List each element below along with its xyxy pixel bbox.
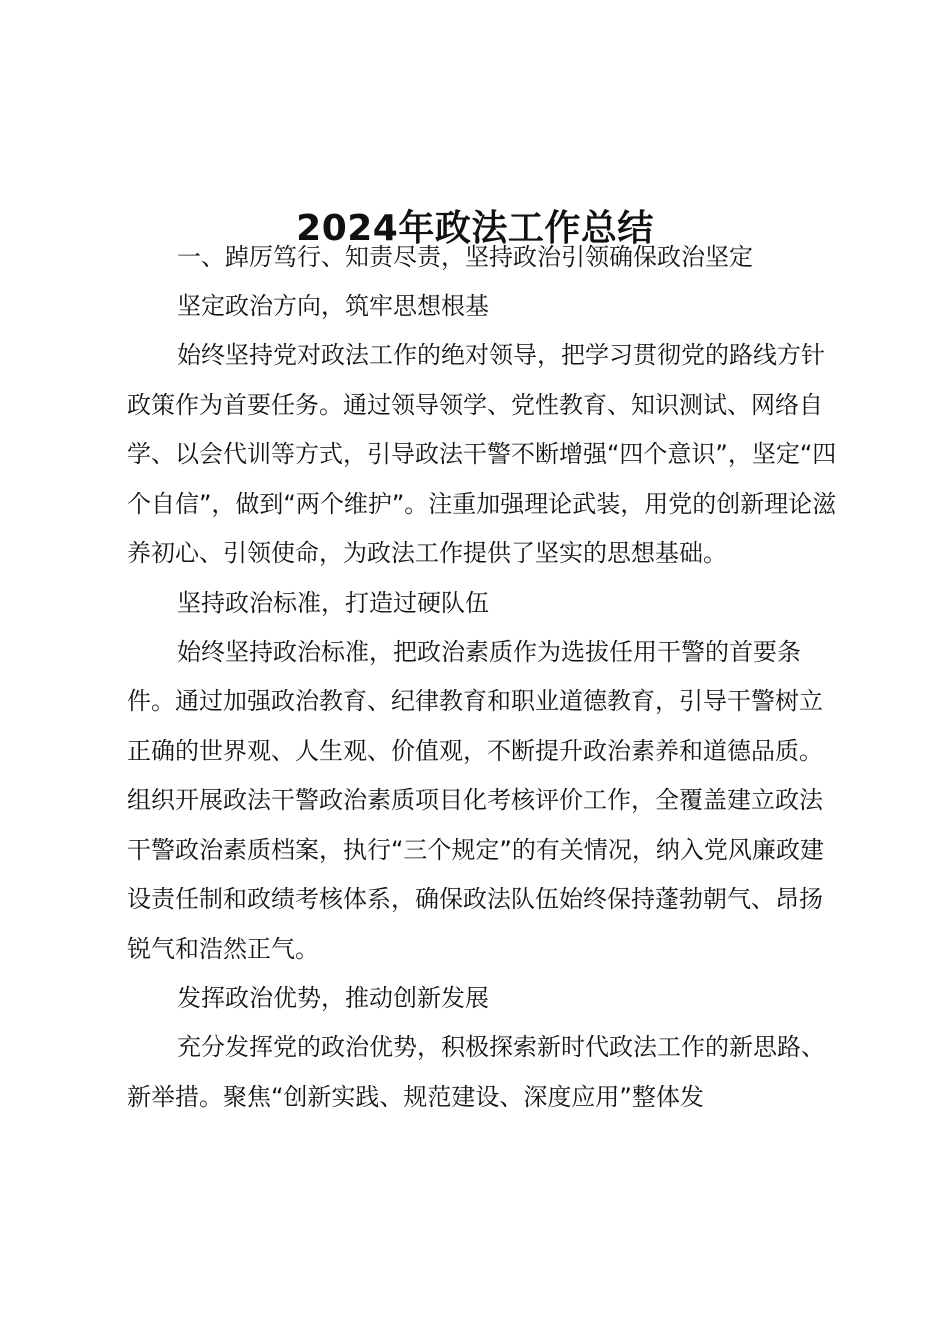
subsection-heading-political-standard: 坚持政治标准，打造过硬队伍 (177, 588, 489, 617)
subsection-heading-political-direction: 坚定政治方向，筑牢思想根基 (177, 292, 489, 320)
paragraph-political-direction: 始终坚持党对政法工作的绝对领导，把学习贯彻党的路线方针政策作为首要任务。通过领导领学、党性教育、知识测试、网络自学、以会代训等方式，引导政法干警不断增强“四个意识”，坚定“四个自信”，做到“两个维护”。注重加强理论武装，用党的创新理论滋养初心、引领使命，为政法工作提供了坚实的思想基础。 (127, 341, 837, 567)
document-title: 2024年政法工作总结 (296, 208, 654, 250)
paragraph-political-advantage: 充分发挥党的政治优势，积极探索新时代政法工作的新思路、新举措。聚焦“创新实践、规范建设、深度应用”整体发 (127, 1033, 825, 1111)
section-heading: 一、踔厉笃行、知责尽责，坚持政治引领确保政治坚定 (177, 243, 753, 271)
subsection-heading-political-advantage: 发挥政治优势，推动创新发展 (177, 984, 489, 1012)
paragraph-political-standard: 始终坚持政治标准，把政治素质作为选拔任用干警的首要条件。通过加强政治教育、纪律教育和职业道德教育，引导干警树立正确的世界观、人生观、价值观，不断提升政治素养和道德品质。组织开展政法干警政治素质项目化考核评价工作，全覆盖建立政法干警政治素质档案，执行“三个规定”的有关情况，纳入党风廉政建设责任制和政绩考核体系，确保政法队伍始终保持蓬勃朝气、昂扬锐气和浩然正气。 (127, 637, 824, 963)
document-body (127, 233, 837, 1122)
